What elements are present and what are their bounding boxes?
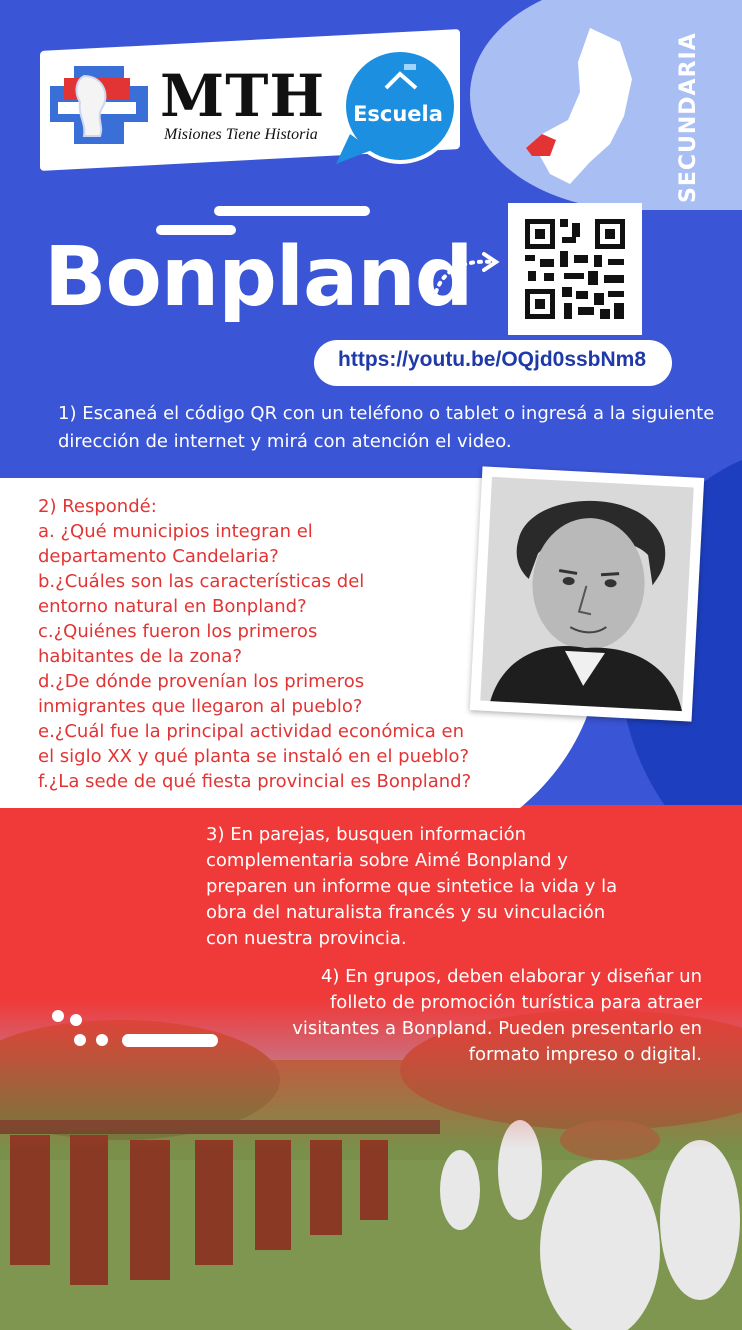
- question-line: b.¿Cuáles son las características del: [38, 571, 365, 592]
- deco-bar: [214, 206, 370, 216]
- step4-instructions: 4) En grupos, deben elaborar y diseñar un folleto de promoción turística para atraer visitantes a Bonpland. Pueden presentarlo en formato impreso o digital.: [292, 966, 702, 1065]
- province-map-icon: [520, 24, 650, 189]
- video-url-link[interactable]: https://youtu.be/OQjd0ssbNm8: [338, 348, 647, 371]
- portrait-image: [470, 466, 704, 721]
- dots-decoration: [50, 1008, 220, 1058]
- question-line: habitantes de la zona?: [38, 646, 243, 667]
- page-title: Bonpland: [44, 230, 473, 325]
- step1-instructions: 1) Escaneá el código QR con un teléfono o tablet o ingresá a la siguiente dirección de internet y mirá con atención el video.: [58, 403, 715, 452]
- dotted-arrow-icon: [430, 248, 502, 298]
- question-line: el siglo XX y qué planta se instaló en el pueblo?: [38, 746, 470, 767]
- level-label: SECUNDARIA: [676, 32, 701, 204]
- mth-subtitle: Misiones Tiene Historia: [164, 126, 318, 143]
- question-line: inmigrantes que llegaron al pueblo?: [38, 696, 363, 717]
- mth-title: MTH: [160, 62, 326, 130]
- question-line: d.¿De dónde provenían los primeros: [38, 671, 365, 692]
- question-line: entorno natural en Bonpland?: [38, 596, 307, 617]
- portrait-frame: [470, 466, 704, 721]
- step3-instructions: 3) En parejas, busquen información complementaria sobre Aimé Bonpland y preparen un informe que sintetice la vida y la obra del naturalista francés y su vinculación con nuestra provincia.: [206, 824, 618, 949]
- question-line: f.¿La sede de qué fiesta provincial es Bonpland?: [38, 771, 472, 792]
- school-badge: Escuela: [353, 102, 443, 126]
- qr-code[interactable]: [508, 203, 642, 335]
- question-line: a. ¿Qué municipios integran el: [38, 521, 313, 542]
- questions-heading: 2) Respondé:: [38, 496, 157, 517]
- qr-code-icon: [508, 203, 642, 335]
- question-line: e.¿Cuál fue la principal actividad económica en: [38, 721, 464, 742]
- question-line: departamento Candelaria?: [38, 546, 279, 567]
- mth-logo-icon: [44, 56, 154, 152]
- question-line: c.¿Quiénes fueron los primeros: [38, 621, 318, 642]
